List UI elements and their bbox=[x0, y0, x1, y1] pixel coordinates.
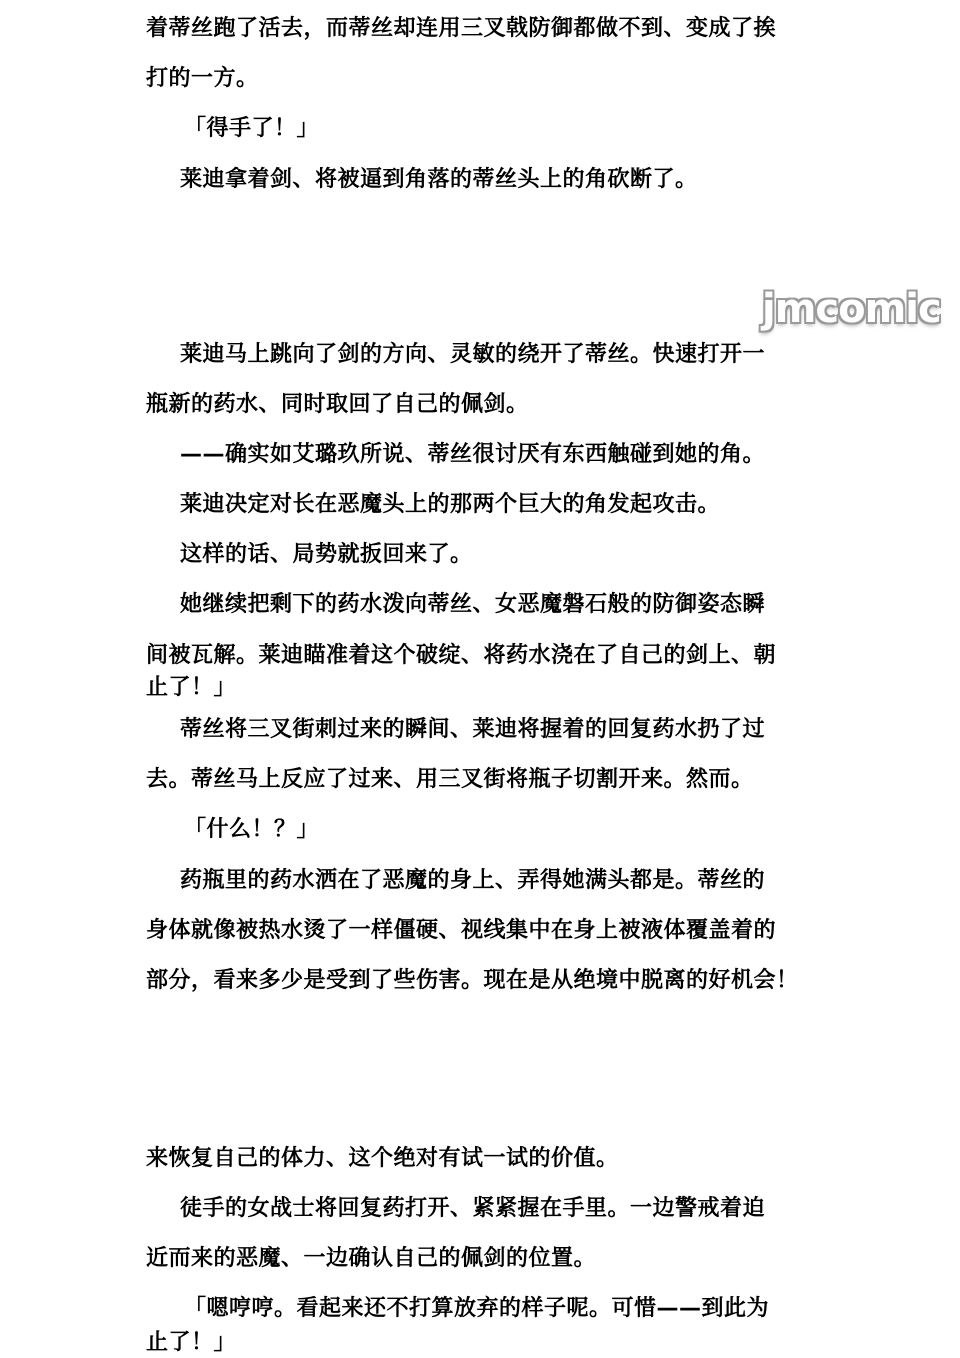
text-line: ——确实如艾璐玖所说、蒂丝很讨厌有东西触碰到她的角。 bbox=[180, 442, 766, 467]
text-line: 部分，看来多少是受到了些伤害。现在是从绝境中脱离的好机会！ bbox=[146, 968, 799, 993]
text-line: 蒂丝将三叉街刺过来的瞬间、莱迪将握着的回复药水扔了过 bbox=[180, 717, 766, 742]
text-line: 这样的话、局势就扳回来了。 bbox=[180, 542, 473, 567]
text-line: 「得手了！」 bbox=[184, 116, 320, 141]
text-line: 打的一方。 bbox=[146, 66, 259, 91]
text-line: 去。蒂丝马上反应了过来、用三叉街将瓶子切割开来。然而。 bbox=[146, 767, 754, 792]
text-line: 瓶新的药水、同时取回了自己的佩剑。 bbox=[146, 392, 529, 417]
text-line: 着蒂丝跑了活去，而蒂丝却连用三叉戟防御都做不到、变成了挨 bbox=[146, 16, 777, 41]
text-line: 莱迪马上跳向了剑的方向、灵敏的绕开了蒂丝。快速打开一 bbox=[180, 342, 766, 367]
watermark-logo: jmcomic bbox=[762, 286, 941, 332]
text-line: 药瓶里的药水洒在了恶魔的身上、弄得她满头都是。蒂丝的 bbox=[180, 868, 766, 893]
text-line: 莱迪决定对长在恶魔头上的那两个巨大的角发起攻击。 bbox=[180, 492, 721, 517]
text-line: 她继续把剩下的药水泼向蒂丝、女恶魔磐石般的防御姿态瞬 bbox=[180, 592, 766, 617]
text-line: 来恢复自己的体力、这个绝对有试一试的价值。 bbox=[146, 1146, 619, 1171]
clipped-text-line bbox=[146, 675, 237, 700]
text-line: 莱迪拿着剑、将被逼到角落的蒂丝头上的角砍断了。 bbox=[180, 167, 698, 192]
text-line: 间被瓦解。莱迪瞄准着这个破绽、将药水浇在了自己的剑上、朝 bbox=[146, 643, 777, 668]
text-line: 止了！」 bbox=[146, 675, 237, 700]
text-line: 「嗯哼哼。看起来还不打算放弃的样子呢。可惜——到此为 bbox=[184, 1296, 770, 1321]
clipped-text-line bbox=[146, 1330, 237, 1358]
text-line: 止了！」 bbox=[146, 1330, 237, 1355]
text-line: 身体就像被热水烫了一样僵硬、视线集中在身上被液体覆盖着的 bbox=[146, 918, 777, 943]
text-line: 徒手的女战士将回复药打开、紧紧握在手里。一边警戒着迫 bbox=[180, 1196, 766, 1221]
text-line: 近而来的恶魔、一边确认自己的佩剑的位置。 bbox=[146, 1246, 597, 1271]
text-line: 「什么！？」 bbox=[184, 817, 320, 842]
